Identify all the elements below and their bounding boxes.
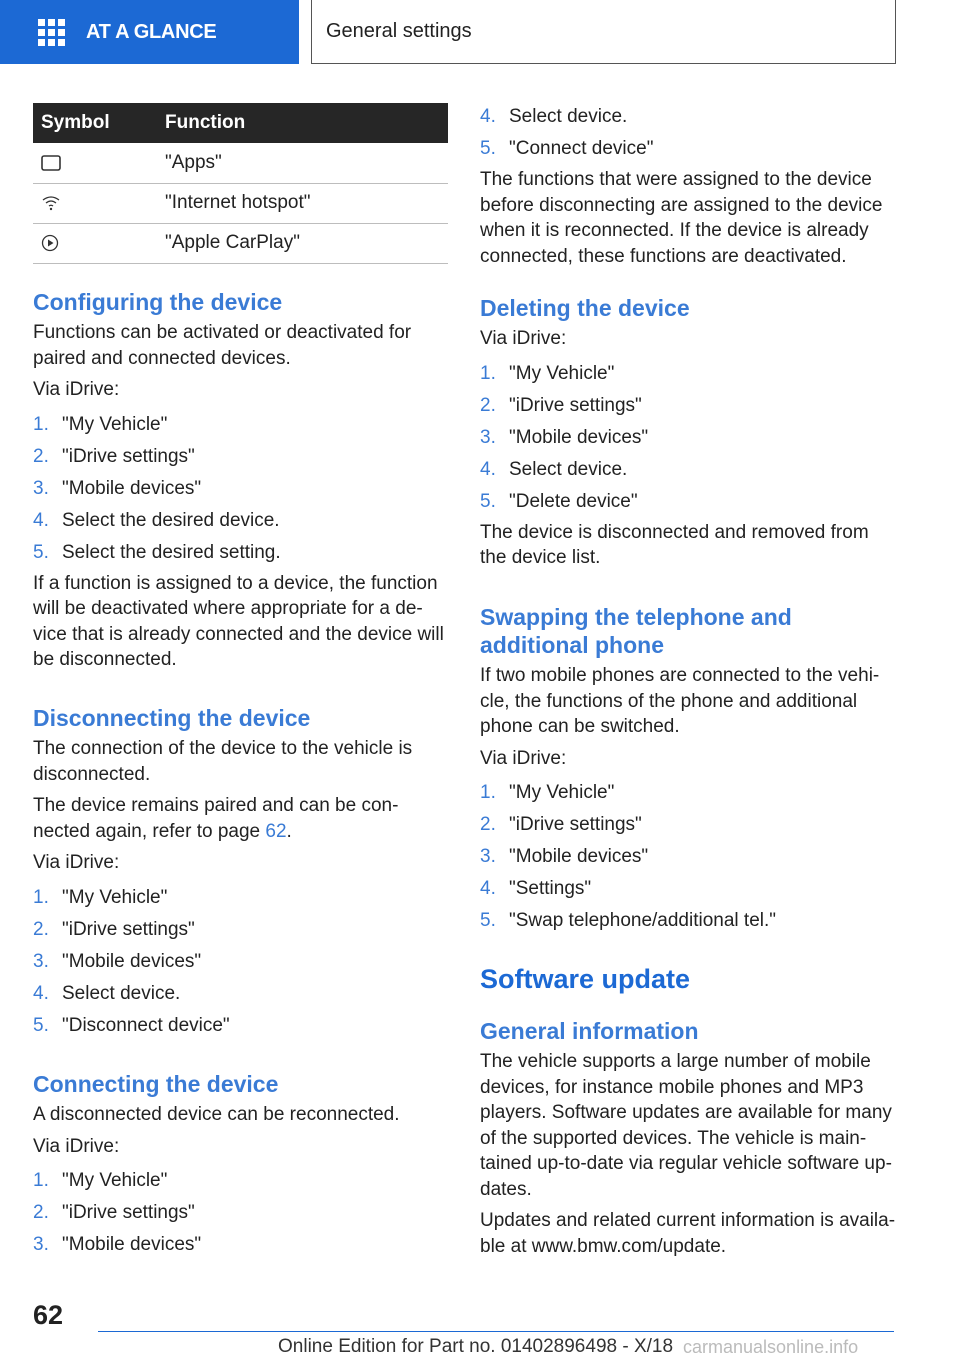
table-header-row	[33, 103, 448, 143]
table-row	[33, 143, 448, 183]
footer-edition: Online Edition for Part no. 01402896498 - X/18	[278, 1336, 674, 1357]
steps-list	[33, 1165, 448, 1261]
table-cell-symbol	[33, 183, 157, 223]
list-item: 3. "Mobile devices"	[33, 1234, 202, 1255]
list-item: 5. "Swap telephone/additional tel."	[480, 910, 777, 931]
list-item: 3. "Mobile devices"	[33, 477, 202, 499]
via-idrive-label: Via iDrive:	[33, 852, 120, 873]
section-swapping	[480, 603, 900, 937]
via-idrive-label: Via iDrive:	[33, 379, 120, 400]
page-link[interactable]: 62	[265, 820, 287, 842]
heading-swapping: Swapping the telephone and additional phone	[480, 604, 792, 658]
column-header-symbol: Symbol	[33, 103, 157, 143]
list-item: 5. Select the desired setting.	[33, 541, 281, 563]
via-idrive-label: Via iDrive:	[480, 747, 567, 769]
list-item: 3. "Mobile devices"	[480, 846, 649, 867]
paragraph: If two mobile phones are connected to the vehi-cle, the functions of the phone and additional phone can be switched.	[480, 665, 880, 737]
section-connecting	[33, 1070, 448, 1261]
apps-icon	[41, 155, 61, 171]
table-cell-function: "Apps"	[157, 143, 448, 183]
steps-list	[480, 777, 900, 937]
heading-software-update: Software update	[480, 964, 691, 994]
list-item: 4. Select device.	[480, 458, 628, 480]
heading-configuring: Configuring the device	[33, 289, 283, 315]
list-item: 2. "iDrive settings"	[33, 918, 195, 940]
watermark: carmanualsonline.info	[683, 1337, 859, 1357]
table-cell-symbol	[33, 143, 157, 183]
list-item: 5. "Delete device"	[480, 490, 638, 512]
list-item: 1. "My Vehicle"	[33, 1170, 168, 1191]
carplay-icon	[41, 234, 59, 252]
footer-divider	[98, 1331, 894, 1332]
table-cell-symbol	[33, 223, 157, 263]
section-deleting	[480, 294, 900, 571]
paragraph: A disconnected device can be reconnected.	[33, 1104, 400, 1125]
paragraph: Functions can be activated or deactivated for paired and connected devices.	[33, 322, 412, 369]
list-item: 4. Select device.	[480, 106, 628, 127]
page-header	[0, 0, 960, 66]
via-idrive-label: Via iDrive:	[480, 328, 567, 349]
section-title: General settings	[326, 20, 472, 42]
list-item: 2. "iDrive settings"	[33, 1202, 195, 1223]
chapter-tab[interactable]	[0, 0, 299, 64]
grid-menu-icon	[38, 19, 66, 45]
section-configuring	[33, 288, 448, 673]
table-row	[33, 223, 448, 263]
list-item: 4. Select the desired device.	[33, 509, 280, 531]
chapter-label: AT A GLANCE	[86, 20, 217, 43]
list-item: 3. "Mobile devices"	[33, 950, 202, 972]
table-cell-function: "Apple CarPlay"	[157, 223, 448, 263]
list-item: 2. "iDrive settings"	[480, 814, 642, 835]
steps-list	[33, 882, 448, 1042]
section-disconnecting	[33, 704, 448, 1042]
paragraph: Updates and related current information is availa-ble at www.bmw.com/update.	[480, 1210, 896, 1257]
list-item: 5. "Connect device"	[480, 138, 654, 159]
list-item: 1. "My Vehicle"	[33, 886, 168, 908]
paragraph: If a function is assigned to a device, the function will be deactivated where appropriate for a de-vice that is already connected and the device will be disconnected.	[33, 572, 444, 670]
steps-list	[480, 101, 900, 165]
heading-connecting: Connecting the device	[33, 1071, 279, 1097]
steps-list	[33, 409, 448, 569]
table-row	[33, 183, 448, 223]
heading-deleting: Deleting the device	[480, 295, 690, 321]
list-item: 4. "Settings"	[480, 878, 592, 899]
column-header-function: Function	[157, 103, 448, 143]
list-item: 3. "Mobile devices"	[480, 426, 649, 448]
list-item: 2. "iDrive settings"	[480, 394, 642, 416]
wifi-hotspot-icon	[41, 195, 61, 211]
paragraph: The functions that were assigned to the device before disconnecting are assigned to the device when it is reconnected. If the device is already connected, these functions are deactivated.	[480, 169, 883, 267]
paragraph: The device is disconnected and removed from the device list.	[480, 521, 869, 568]
list-item: 1. "My Vehicle"	[480, 362, 615, 384]
page-number: 62	[33, 1300, 64, 1330]
paragraph: The connection of the device to the vehicle is disconnected.	[33, 738, 413, 785]
table-cell-function: "Internet hotspot"	[157, 183, 448, 223]
section-software-update	[480, 963, 900, 1259]
paragraph: The vehicle supports a large number of mobile devices, for instance mobile phones and MP3 players. Software updates are available for many of the supported devices. The vehicle is main-tained up-to-date via regular vehicle software up-dates.	[480, 1051, 892, 1200]
steps-list	[480, 358, 900, 518]
heading-disconnecting: Disconnecting the device	[33, 705, 311, 731]
section-header	[311, 0, 896, 64]
list-item: 1. "My Vehicle"	[480, 782, 615, 803]
list-item: 5. "Disconnect device"	[33, 1014, 230, 1036]
heading-general-information: General information	[480, 1018, 699, 1044]
list-item: 4. Select device.	[33, 982, 181, 1004]
list-item: 2. "iDrive settings"	[33, 445, 195, 467]
via-idrive-label: Via iDrive:	[33, 1135, 120, 1157]
paragraph: The device remains paired and can be con-nected again, refer to page 62.	[33, 795, 399, 842]
list-item: 1. "My Vehicle"	[33, 413, 168, 435]
symbol-table	[33, 103, 448, 264]
section-connecting-continued	[480, 101, 900, 269]
